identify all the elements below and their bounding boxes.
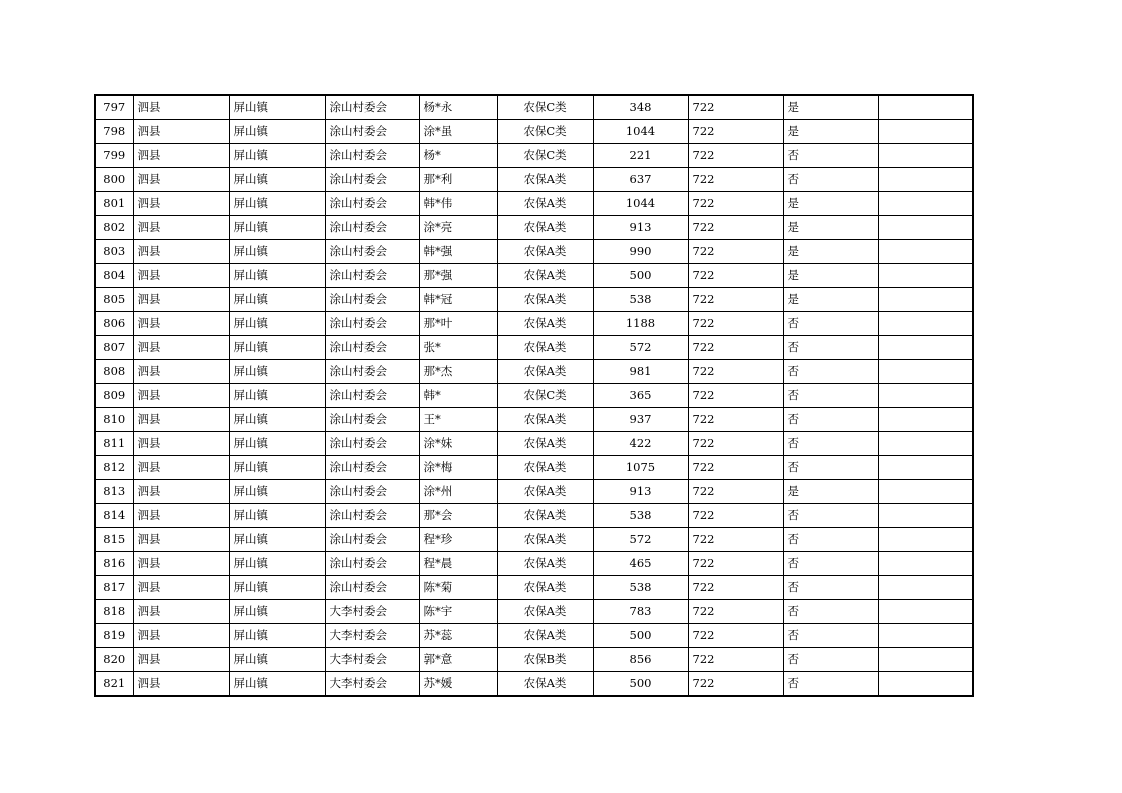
cell-town: 屏山镇 bbox=[229, 480, 325, 504]
cell-note bbox=[878, 432, 973, 456]
cell-note bbox=[878, 456, 973, 480]
cell-flag: 否 bbox=[783, 144, 878, 168]
cell-insurance-type: 农保A类 bbox=[497, 600, 593, 624]
cell-serial-number: 815 bbox=[95, 528, 133, 552]
cell-county: 泗县 bbox=[133, 528, 229, 552]
cell-county: 泗县 bbox=[133, 240, 229, 264]
cell-flag: 否 bbox=[783, 648, 878, 672]
cell-town: 屏山镇 bbox=[229, 504, 325, 528]
cell-county: 泗县 bbox=[133, 95, 229, 120]
cell-insurance-type: 农保A类 bbox=[497, 504, 593, 528]
cell-county: 泗县 bbox=[133, 648, 229, 672]
cell-insurance-type: 农保A类 bbox=[497, 480, 593, 504]
cell-name: 那*强 bbox=[419, 264, 497, 288]
data-table bbox=[94, 94, 974, 697]
table-row bbox=[95, 264, 973, 288]
table-row bbox=[95, 360, 973, 384]
cell-serial-number: 804 bbox=[95, 264, 133, 288]
cell-name: 郭*意 bbox=[419, 648, 497, 672]
cell-county: 泗县 bbox=[133, 120, 229, 144]
table-row bbox=[95, 600, 973, 624]
cell-village: 涂山村委会 bbox=[325, 336, 419, 360]
cell-insurance-type: 农保A类 bbox=[497, 264, 593, 288]
cell-flag: 否 bbox=[783, 504, 878, 528]
cell-serial-number: 810 bbox=[95, 408, 133, 432]
cell-standard: 722 bbox=[688, 216, 783, 240]
cell-note bbox=[878, 576, 973, 600]
cell-insurance-type: 农保A类 bbox=[497, 432, 593, 456]
cell-insurance-type: 农保A类 bbox=[497, 360, 593, 384]
cell-amount: 365 bbox=[593, 384, 688, 408]
cell-village: 涂山村委会 bbox=[325, 384, 419, 408]
table-body bbox=[95, 95, 973, 696]
cell-county: 泗县 bbox=[133, 504, 229, 528]
cell-standard: 722 bbox=[688, 384, 783, 408]
cell-town: 屏山镇 bbox=[229, 192, 325, 216]
cell-serial-number: 821 bbox=[95, 672, 133, 697]
cell-name: 那*杰 bbox=[419, 360, 497, 384]
cell-note bbox=[878, 552, 973, 576]
table-row bbox=[95, 648, 973, 672]
cell-county: 泗县 bbox=[133, 144, 229, 168]
cell-county: 泗县 bbox=[133, 168, 229, 192]
cell-name: 那*利 bbox=[419, 168, 497, 192]
table-row bbox=[95, 432, 973, 456]
cell-village: 涂山村委会 bbox=[325, 528, 419, 552]
cell-standard: 722 bbox=[688, 408, 783, 432]
cell-flag: 是 bbox=[783, 95, 878, 120]
cell-standard: 722 bbox=[688, 624, 783, 648]
cell-village: 涂山村委会 bbox=[325, 192, 419, 216]
cell-county: 泗县 bbox=[133, 216, 229, 240]
cell-serial-number: 816 bbox=[95, 552, 133, 576]
cell-county: 泗县 bbox=[133, 480, 229, 504]
cell-standard: 722 bbox=[688, 120, 783, 144]
cell-note bbox=[878, 240, 973, 264]
cell-county: 泗县 bbox=[133, 288, 229, 312]
cell-name: 陈*宇 bbox=[419, 600, 497, 624]
cell-amount: 348 bbox=[593, 95, 688, 120]
cell-town: 屏山镇 bbox=[229, 576, 325, 600]
cell-town: 屏山镇 bbox=[229, 432, 325, 456]
cell-amount: 572 bbox=[593, 336, 688, 360]
cell-serial-number: 812 bbox=[95, 456, 133, 480]
cell-note bbox=[878, 336, 973, 360]
cell-town: 屏山镇 bbox=[229, 264, 325, 288]
cell-serial-number: 820 bbox=[95, 648, 133, 672]
cell-note bbox=[878, 168, 973, 192]
cell-standard: 722 bbox=[688, 480, 783, 504]
cell-name: 苏*蕊 bbox=[419, 624, 497, 648]
cell-town: 屏山镇 bbox=[229, 216, 325, 240]
cell-village: 涂山村委会 bbox=[325, 408, 419, 432]
cell-county: 泗县 bbox=[133, 336, 229, 360]
cell-note bbox=[878, 528, 973, 552]
cell-name: 韩*强 bbox=[419, 240, 497, 264]
cell-name: 程*珍 bbox=[419, 528, 497, 552]
cell-insurance-type: 农保A类 bbox=[497, 576, 593, 600]
cell-standard: 722 bbox=[688, 264, 783, 288]
cell-flag: 否 bbox=[783, 576, 878, 600]
table-row bbox=[95, 408, 973, 432]
cell-note bbox=[878, 600, 973, 624]
cell-flag: 是 bbox=[783, 216, 878, 240]
cell-flag: 是 bbox=[783, 264, 878, 288]
cell-standard: 722 bbox=[688, 240, 783, 264]
cell-standard: 722 bbox=[688, 95, 783, 120]
cell-county: 泗县 bbox=[133, 192, 229, 216]
table-row bbox=[95, 504, 973, 528]
cell-county: 泗县 bbox=[133, 576, 229, 600]
table-row bbox=[95, 576, 973, 600]
cell-village: 涂山村委会 bbox=[325, 240, 419, 264]
cell-town: 屏山镇 bbox=[229, 168, 325, 192]
cell-amount: 1188 bbox=[593, 312, 688, 336]
cell-amount: 913 bbox=[593, 480, 688, 504]
cell-flag: 否 bbox=[783, 552, 878, 576]
cell-flag: 否 bbox=[783, 384, 878, 408]
cell-flag: 否 bbox=[783, 336, 878, 360]
cell-amount: 990 bbox=[593, 240, 688, 264]
cell-note bbox=[878, 95, 973, 120]
cell-town: 屏山镇 bbox=[229, 336, 325, 360]
cell-village: 涂山村委会 bbox=[325, 480, 419, 504]
cell-amount: 1075 bbox=[593, 456, 688, 480]
cell-amount: 981 bbox=[593, 360, 688, 384]
cell-county: 泗县 bbox=[133, 600, 229, 624]
table-row bbox=[95, 528, 973, 552]
table-row bbox=[95, 552, 973, 576]
cell-serial-number: 813 bbox=[95, 480, 133, 504]
cell-name: 涂*州 bbox=[419, 480, 497, 504]
cell-name: 苏*媛 bbox=[419, 672, 497, 697]
cell-amount: 221 bbox=[593, 144, 688, 168]
cell-standard: 722 bbox=[688, 144, 783, 168]
cell-village: 涂山村委会 bbox=[325, 432, 419, 456]
cell-village: 涂山村委会 bbox=[325, 504, 419, 528]
cell-amount: 538 bbox=[593, 576, 688, 600]
cell-town: 屏山镇 bbox=[229, 672, 325, 697]
cell-county: 泗县 bbox=[133, 624, 229, 648]
cell-village: 涂山村委会 bbox=[325, 120, 419, 144]
cell-name: 涂*亮 bbox=[419, 216, 497, 240]
cell-amount: 1044 bbox=[593, 192, 688, 216]
cell-serial-number: 808 bbox=[95, 360, 133, 384]
cell-amount: 913 bbox=[593, 216, 688, 240]
table-row bbox=[95, 384, 973, 408]
cell-standard: 722 bbox=[688, 336, 783, 360]
cell-village: 涂山村委会 bbox=[325, 456, 419, 480]
cell-serial-number: 798 bbox=[95, 120, 133, 144]
cell-note bbox=[878, 144, 973, 168]
cell-serial-number: 805 bbox=[95, 288, 133, 312]
cell-note bbox=[878, 312, 973, 336]
cell-flag: 是 bbox=[783, 120, 878, 144]
cell-note bbox=[878, 360, 973, 384]
cell-insurance-type: 农保B类 bbox=[497, 648, 593, 672]
cell-name: 涂*梅 bbox=[419, 456, 497, 480]
cell-note bbox=[878, 408, 973, 432]
table-row bbox=[95, 624, 973, 648]
cell-town: 屏山镇 bbox=[229, 456, 325, 480]
cell-note bbox=[878, 624, 973, 648]
cell-village: 涂山村委会 bbox=[325, 168, 419, 192]
cell-standard: 722 bbox=[688, 456, 783, 480]
cell-note bbox=[878, 384, 973, 408]
cell-amount: 637 bbox=[593, 168, 688, 192]
cell-insurance-type: 农保A类 bbox=[497, 408, 593, 432]
cell-county: 泗县 bbox=[133, 432, 229, 456]
table-row bbox=[95, 120, 973, 144]
cell-town: 屏山镇 bbox=[229, 528, 325, 552]
cell-note bbox=[878, 216, 973, 240]
cell-standard: 722 bbox=[688, 576, 783, 600]
cell-village: 大李村委会 bbox=[325, 672, 419, 697]
cell-serial-number: 817 bbox=[95, 576, 133, 600]
table-row bbox=[95, 216, 973, 240]
cell-amount: 937 bbox=[593, 408, 688, 432]
cell-serial-number: 803 bbox=[95, 240, 133, 264]
cell-amount: 500 bbox=[593, 264, 688, 288]
cell-county: 泗县 bbox=[133, 264, 229, 288]
cell-insurance-type: 农保A类 bbox=[497, 336, 593, 360]
cell-standard: 722 bbox=[688, 672, 783, 697]
cell-flag: 否 bbox=[783, 528, 878, 552]
cell-insurance-type: 农保C类 bbox=[497, 384, 593, 408]
cell-standard: 722 bbox=[688, 192, 783, 216]
cell-serial-number: 809 bbox=[95, 384, 133, 408]
cell-insurance-type: 农保A类 bbox=[497, 288, 593, 312]
cell-standard: 722 bbox=[688, 504, 783, 528]
cell-note bbox=[878, 264, 973, 288]
cell-insurance-type: 农保A类 bbox=[497, 240, 593, 264]
cell-town: 屏山镇 bbox=[229, 648, 325, 672]
cell-county: 泗县 bbox=[133, 312, 229, 336]
cell-flag: 是 bbox=[783, 288, 878, 312]
cell-serial-number: 819 bbox=[95, 624, 133, 648]
cell-flag: 否 bbox=[783, 624, 878, 648]
cell-village: 涂山村委会 bbox=[325, 576, 419, 600]
cell-county: 泗县 bbox=[133, 384, 229, 408]
cell-town: 屏山镇 bbox=[229, 600, 325, 624]
cell-standard: 722 bbox=[688, 600, 783, 624]
cell-flag: 否 bbox=[783, 168, 878, 192]
cell-village: 涂山村委会 bbox=[325, 264, 419, 288]
cell-amount: 572 bbox=[593, 528, 688, 552]
cell-flag: 否 bbox=[783, 600, 878, 624]
cell-village: 涂山村委会 bbox=[325, 360, 419, 384]
cell-serial-number: 818 bbox=[95, 600, 133, 624]
cell-standard: 722 bbox=[688, 648, 783, 672]
cell-name: 杨*永 bbox=[419, 95, 497, 120]
cell-flag: 是 bbox=[783, 240, 878, 264]
cell-serial-number: 807 bbox=[95, 336, 133, 360]
cell-county: 泗县 bbox=[133, 456, 229, 480]
cell-village: 大李村委会 bbox=[325, 648, 419, 672]
table-row bbox=[95, 336, 973, 360]
cell-name: 程*晨 bbox=[419, 552, 497, 576]
table-row bbox=[95, 480, 973, 504]
cell-village: 涂山村委会 bbox=[325, 312, 419, 336]
cell-note bbox=[878, 192, 973, 216]
cell-note bbox=[878, 288, 973, 312]
cell-flag: 否 bbox=[783, 408, 878, 432]
cell-town: 屏山镇 bbox=[229, 408, 325, 432]
cell-serial-number: 802 bbox=[95, 216, 133, 240]
cell-serial-number: 801 bbox=[95, 192, 133, 216]
cell-serial-number: 797 bbox=[95, 95, 133, 120]
cell-amount: 538 bbox=[593, 504, 688, 528]
table-row bbox=[95, 192, 973, 216]
cell-standard: 722 bbox=[688, 432, 783, 456]
cell-village: 涂山村委会 bbox=[325, 552, 419, 576]
cell-insurance-type: 农保A类 bbox=[497, 528, 593, 552]
cell-standard: 722 bbox=[688, 168, 783, 192]
cell-name: 涂*虽 bbox=[419, 120, 497, 144]
cell-name: 王* bbox=[419, 408, 497, 432]
table-row bbox=[95, 672, 973, 697]
cell-flag: 否 bbox=[783, 672, 878, 697]
table-row bbox=[95, 95, 973, 120]
cell-standard: 722 bbox=[688, 312, 783, 336]
cell-amount: 538 bbox=[593, 288, 688, 312]
cell-serial-number: 800 bbox=[95, 168, 133, 192]
cell-amount: 500 bbox=[593, 672, 688, 697]
cell-insurance-type: 农保C类 bbox=[497, 120, 593, 144]
cell-flag: 否 bbox=[783, 312, 878, 336]
cell-county: 泗县 bbox=[133, 672, 229, 697]
cell-insurance-type: 农保A类 bbox=[497, 624, 593, 648]
cell-village: 大李村委会 bbox=[325, 624, 419, 648]
cell-amount: 783 bbox=[593, 600, 688, 624]
table-row bbox=[95, 240, 973, 264]
cell-serial-number: 814 bbox=[95, 504, 133, 528]
cell-name: 韩*冠 bbox=[419, 288, 497, 312]
cell-note bbox=[878, 672, 973, 697]
cell-town: 屏山镇 bbox=[229, 312, 325, 336]
cell-serial-number: 806 bbox=[95, 312, 133, 336]
cell-town: 屏山镇 bbox=[229, 384, 325, 408]
cell-insurance-type: 农保A类 bbox=[497, 168, 593, 192]
cell-name: 张* bbox=[419, 336, 497, 360]
table-row bbox=[95, 312, 973, 336]
cell-name: 韩* bbox=[419, 384, 497, 408]
table-row bbox=[95, 168, 973, 192]
table-row bbox=[95, 288, 973, 312]
cell-standard: 722 bbox=[688, 552, 783, 576]
table-row bbox=[95, 456, 973, 480]
cell-flag: 是 bbox=[783, 192, 878, 216]
cell-standard: 722 bbox=[688, 528, 783, 552]
cell-note bbox=[878, 120, 973, 144]
cell-name: 韩*伟 bbox=[419, 192, 497, 216]
cell-town: 屏山镇 bbox=[229, 552, 325, 576]
cell-serial-number: 811 bbox=[95, 432, 133, 456]
cell-flag: 否 bbox=[783, 432, 878, 456]
cell-note bbox=[878, 480, 973, 504]
cell-village: 涂山村委会 bbox=[325, 95, 419, 120]
cell-town: 屏山镇 bbox=[229, 624, 325, 648]
cell-note bbox=[878, 648, 973, 672]
cell-insurance-type: 农保A类 bbox=[497, 192, 593, 216]
cell-amount: 1044 bbox=[593, 120, 688, 144]
cell-insurance-type: 农保A类 bbox=[497, 312, 593, 336]
cell-insurance-type: 农保A类 bbox=[497, 672, 593, 697]
cell-county: 泗县 bbox=[133, 360, 229, 384]
cell-name: 陈*菊 bbox=[419, 576, 497, 600]
cell-village: 涂山村委会 bbox=[325, 288, 419, 312]
cell-flag: 否 bbox=[783, 456, 878, 480]
cell-county: 泗县 bbox=[133, 408, 229, 432]
cell-standard: 722 bbox=[688, 360, 783, 384]
cell-insurance-type: 农保C类 bbox=[497, 95, 593, 120]
cell-note bbox=[878, 504, 973, 528]
cell-town: 屏山镇 bbox=[229, 144, 325, 168]
cell-town: 屏山镇 bbox=[229, 288, 325, 312]
cell-insurance-type: 农保A类 bbox=[497, 216, 593, 240]
cell-town: 屏山镇 bbox=[229, 240, 325, 264]
cell-name: 涂*妹 bbox=[419, 432, 497, 456]
cell-village: 涂山村委会 bbox=[325, 144, 419, 168]
cell-flag: 否 bbox=[783, 360, 878, 384]
cell-insurance-type: 农保A类 bbox=[497, 456, 593, 480]
cell-serial-number: 799 bbox=[95, 144, 133, 168]
cell-insurance-type: 农保A类 bbox=[497, 552, 593, 576]
cell-town: 屏山镇 bbox=[229, 95, 325, 120]
cell-flag: 是 bbox=[783, 480, 878, 504]
cell-county: 泗县 bbox=[133, 552, 229, 576]
cell-standard: 722 bbox=[688, 288, 783, 312]
cell-town: 屏山镇 bbox=[229, 120, 325, 144]
cell-amount: 500 bbox=[593, 624, 688, 648]
cell-amount: 465 bbox=[593, 552, 688, 576]
cell-amount: 856 bbox=[593, 648, 688, 672]
cell-name: 杨* bbox=[419, 144, 497, 168]
cell-village: 大李村委会 bbox=[325, 600, 419, 624]
cell-town: 屏山镇 bbox=[229, 360, 325, 384]
cell-insurance-type: 农保C类 bbox=[497, 144, 593, 168]
cell-amount: 422 bbox=[593, 432, 688, 456]
cell-name: 那*会 bbox=[419, 504, 497, 528]
cell-name: 那*叶 bbox=[419, 312, 497, 336]
table-row bbox=[95, 144, 973, 168]
cell-village: 涂山村委会 bbox=[325, 216, 419, 240]
